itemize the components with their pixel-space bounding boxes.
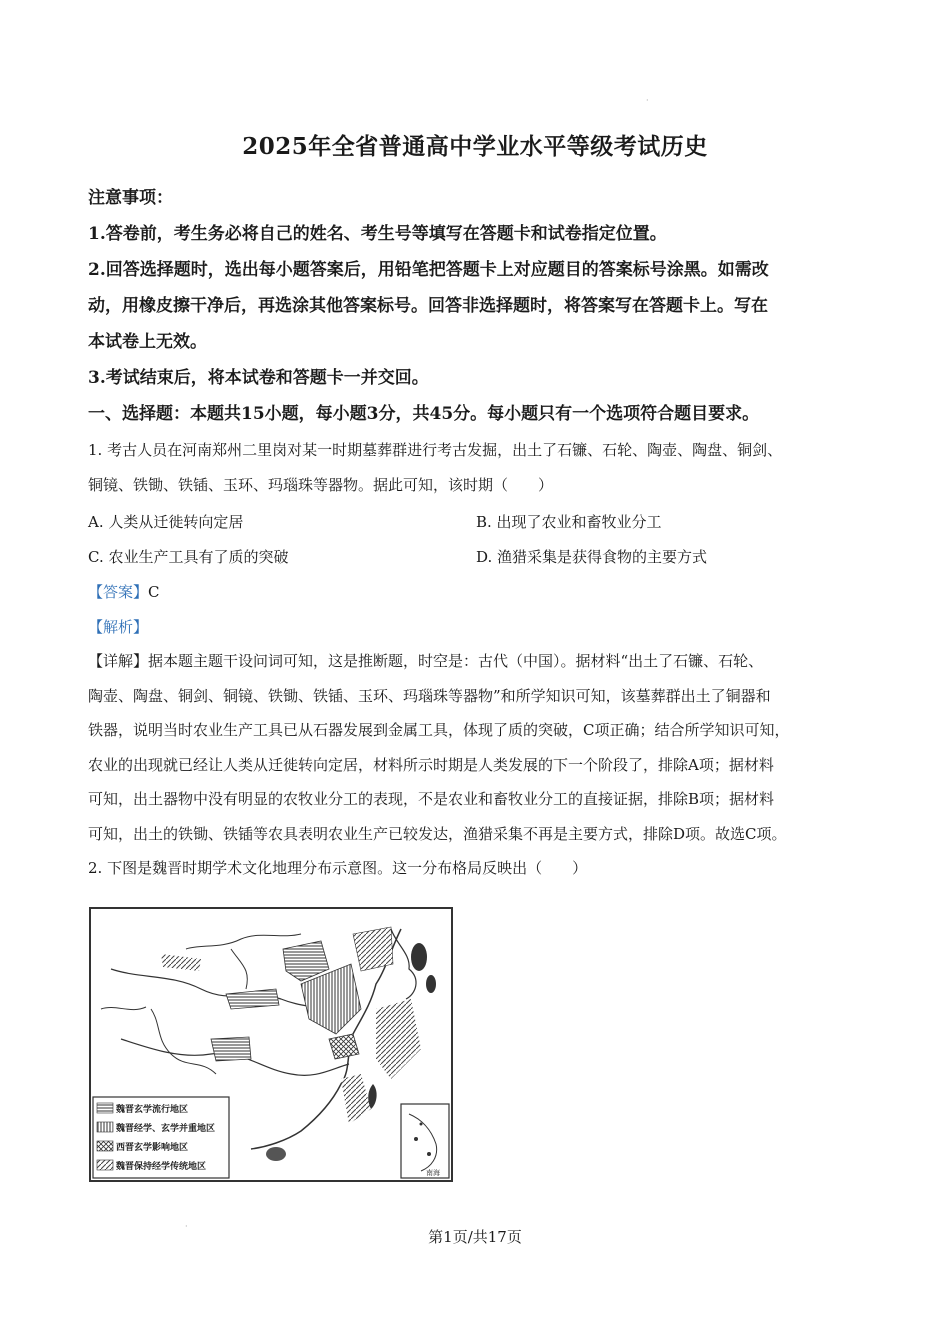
map-drawing [91, 909, 451, 1180]
notice-item-2-line-1: 2.回答选择题时，选出每小题答案后，用铅笔把答题卡上对应题目的答案标号涂黑。如需改 [88, 260, 769, 280]
legend-swatch-4 [97, 1160, 113, 1170]
q1-detail-line-5: 可知，出土器物中没有明显的农牧业分工的表现，不是农业和畜牧业分工的直接证据，排除B项；据材料 [88, 790, 775, 808]
legend-swatch-3 [97, 1141, 113, 1151]
legend-label-4: 魏晋保持经学传统地区 [116, 1162, 207, 1172]
inset-label: 南海 [426, 1169, 440, 1177]
q1-option-b: B. 出现了农业和畜牧业分工 [476, 513, 662, 531]
legend-label-3: 西晋玄学影响地区 [116, 1143, 189, 1153]
q1-detail-line-4: 农业的出现就已经让人类从迁徙转向定居，材料所示时期是人类发展的下一个阶段了，排除A项；据材料 [88, 755, 774, 774]
answer-label: 【答案】 [88, 583, 149, 601]
south-sea-inset [401, 1104, 449, 1178]
q1-options-row-1 [88, 505, 878, 539]
answer-value: C [148, 583, 160, 601]
notice-item-2-line-3: 本试卷上无效。 [88, 332, 207, 352]
section-heading: 一、选择题：本题共15小题，每小题3分，共45分。每小题只有一个选项符合题目要求。 [88, 404, 760, 424]
q1-detail-line-2: 陶壶、陶盘、铜剑、铜镜、铁锄、铁锸、玉环、玛瑙珠等器物”和所学知识可知，该墓葬群出土了铜器和 [88, 686, 771, 705]
legend-swatch-1 [97, 1103, 113, 1113]
q1-answer-line [88, 575, 878, 610]
question-1-stem [88, 433, 878, 502]
q1-stem-line-1: 1. 考古人员在河南郑州二里岗对某一时期墓葬群进行考古发掘，出土了石镰、石轮、陶壶、陶盘、铜剑、 [88, 441, 783, 459]
legend-label-1: 魏晋玄学流行地区 [116, 1105, 189, 1115]
scan-speck-2: · [185, 1222, 188, 1231]
q1-detail-line-6: 可知，出土的铁锄、铁锸等农具表明农业生产已较发达，渔猎采集不再是主要方式，排除D项。故选C项。 [88, 824, 787, 843]
scan-speck: · [646, 96, 649, 105]
q1-detail-line-1: 【详解】据本题主题干设问词可知，这是推断题，时空是：古代（中国）。据材料“出土了石镰、石轮、 [88, 652, 764, 670]
q1-detail-line-3: 铁器，说明当时农业生产工具已从石器发展到金属工具，体现了质的突破，C项正确；结合所学知识可知， [88, 721, 790, 739]
page-footer: 第1页/共17页 [428, 1228, 522, 1246]
notice-heading: 注意事项： [88, 188, 173, 208]
notice-block [88, 180, 868, 432]
wei-jin-culture-map [89, 907, 453, 1182]
q1-option-c: C. 农业生产工具有了质的突破 [88, 548, 289, 566]
q1-answer-block [88, 575, 878, 886]
q1-stem-line-2: 铜镜、铁锄、铁锸、玉环、玛瑙珠等器物。据此可知，该时期（ ） [88, 475, 554, 494]
exam-title: 2025年全省普通高中学业水平等级考试历史 [242, 133, 708, 160]
legend-swatch-2 [97, 1122, 113, 1132]
q1-analysis-label: 【解析】 [88, 617, 149, 636]
notice-item-1: 1.答卷前，考生务必将自己的姓名、考生号等填写在答题卡和试卷指定位置。 [88, 224, 667, 244]
legend-label-2: 魏晋经学、玄学并重地区 [116, 1124, 216, 1134]
q2-stem: 2. 下图是魏晋时期学术文化地理分布示意图。这一分布格局反映出（ ） [88, 859, 588, 877]
notice-item-3: 3.考试结束后，将本试卷和答题卡一并交回。 [88, 368, 429, 388]
q1-option-d: D. 渔猎采集是获得食物的主要方式 [476, 548, 708, 566]
notice-item-2-line-2: 动，用橡皮擦干净后，再选涂其他答案标号。回答非选择题时，将答案写在答题卡上。写在 [88, 296, 768, 316]
q1-options-row-2 [88, 540, 878, 574]
q1-option-a: A. 人类从迁徙转向定居 [88, 513, 244, 531]
